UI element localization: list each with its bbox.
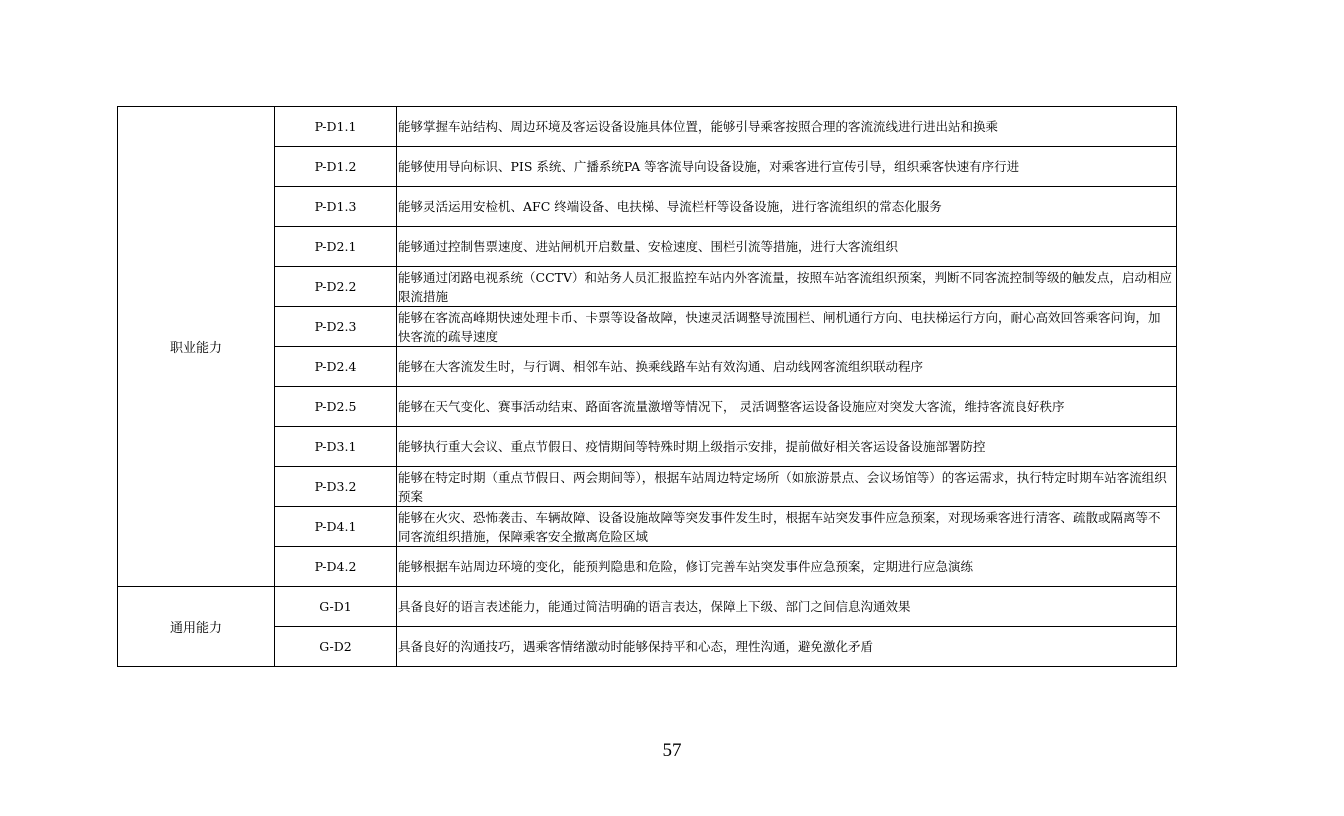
code-cell: P-D2.5 [275, 387, 397, 427]
table-row [118, 387, 1177, 427]
code-cell: P-D2.1 [275, 227, 397, 267]
code-cell: P-D3.1 [275, 427, 397, 467]
category-cell: 职业能力 [118, 107, 275, 587]
page-number: 57 [662, 740, 682, 761]
table-row [118, 107, 1177, 147]
description-cell: 能够根据车站周边环境的变化，能预判隐患和危险，修订完善车站突发事件应急预案，定期进行应急演练 [397, 547, 1177, 587]
code-cell: P-D2.2 [275, 267, 397, 307]
table-row [118, 627, 1177, 667]
ability-table [117, 106, 1177, 667]
code-cell: P-D2.3 [275, 307, 397, 347]
description-cell: 能够在客流高峰期快速处理卡币、卡票等设备故障，快速灵活调整导流围栏、闸机通行方向、电扶梯运行方向，耐心高效回答乘客问询，加快客流的疏导速度 [397, 307, 1177, 347]
description-cell: 能够掌握车站结构、周边环境及客运设备设施具体位置，能够引导乘客按照合理的客流流线进行进出站和换乘 [397, 107, 1177, 147]
table-row [118, 507, 1177, 547]
category-cell: 通用能力 [118, 587, 275, 667]
table-row [118, 267, 1177, 307]
code-cell: P-D3.2 [275, 467, 397, 507]
code-cell: P-D2.4 [275, 347, 397, 387]
table-row [118, 547, 1177, 587]
code-cell: P-D1.3 [275, 187, 397, 227]
table-row [118, 227, 1177, 267]
description-cell: 具备良好的语言表述能力，能通过简洁明确的语言表达，保障上下级、部门之间信息沟通效果 [397, 587, 1177, 627]
code-cell: P-D1.1 [275, 107, 397, 147]
description-cell: 能够在大客流发生时，与行调、相邻车站、换乘线路车站有效沟通、启动线网客流组织联动程序 [397, 347, 1177, 387]
description-cell: 能够通过闭路电视系统（CCTV）和站务人员汇报监控车站内外客流量，按照车站客流组织预案，判断不同客流控制等级的触发点，启动相应限流措施 [397, 267, 1177, 307]
description-cell: 能够使用导向标识、PIS 系统、广播系统PA 等客流导向设备设施，对乘客进行宣传引导，组织乘客快速有序行进 [397, 147, 1177, 187]
table-row [118, 147, 1177, 187]
table-row [118, 347, 1177, 387]
table-row [118, 187, 1177, 227]
description-cell: 能够在天气变化、赛事活动结束、路面客流量激增等情况下， 灵活调整客运设备设施应对突发大客流，维持客流良好秩序 [397, 387, 1177, 427]
description-cell: 能够灵活运用安检机、AFC 终端设备、电扶梯、导流栏杆等设备设施，进行客流组织的常态化服务 [397, 187, 1177, 227]
table-row [118, 467, 1177, 507]
table-row [118, 307, 1177, 347]
code-cell: P-D1.2 [275, 147, 397, 187]
description-cell: 具备良好的沟通技巧，遇乘客情绪激动时能够保持平和心态，理性沟通，避免激化矛盾 [397, 627, 1177, 667]
table-row [118, 427, 1177, 467]
description-cell: 能够在火灾、恐怖袭击、车辆故障、设备设施故障等突发事件发生时，根据车站突发事件应急预案，对现场乘客进行清客、疏散或隔离等不同客流组织措施，保障乘客安全撤离危险区域 [397, 507, 1177, 547]
code-cell: G-D2 [275, 627, 397, 667]
code-cell: G-D1 [275, 587, 397, 627]
code-cell: P-D4.2 [275, 547, 397, 587]
code-cell: P-D4.1 [275, 507, 397, 547]
description-cell: 能够在特定时期（重点节假日、两会期间等），根据车站周边特定场所（如旅游景点、会议场馆等）的客运需求，执行特定时期车站客流组织预案 [397, 467, 1177, 507]
table-row [118, 587, 1177, 627]
description-cell: 能够执行重大会议、重点节假日、疫情期间等特殊时期上级指示安排，提前做好相关客运设备设施部署防控 [397, 427, 1177, 467]
description-cell: 能够通过控制售票速度、进站闸机开启数量、安检速度、围栏引流等措施，进行大客流组织 [397, 227, 1177, 267]
